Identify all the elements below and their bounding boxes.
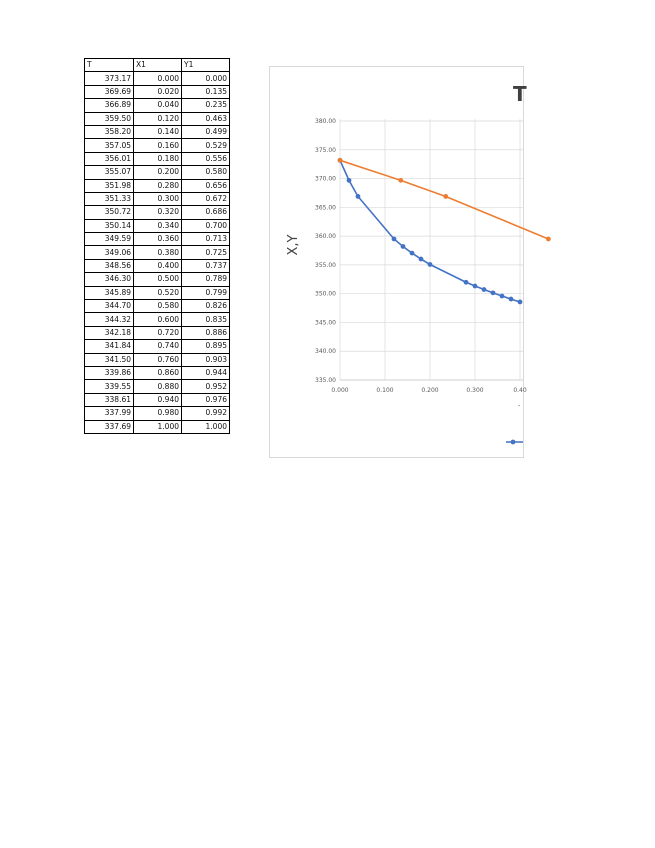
legend-marker — [511, 440, 516, 445]
table-cell: 0.686 — [182, 206, 230, 219]
x-tick-label: 0.40 — [513, 387, 527, 394]
data-point — [338, 158, 343, 163]
y-tick-label: 335.00 — [315, 377, 336, 384]
table-cell: 0.120 — [134, 112, 182, 125]
table-cell: 339.86 — [85, 366, 134, 379]
table-row — [85, 420, 230, 433]
data-point — [509, 297, 514, 302]
table-cell: 0.499 — [182, 125, 230, 138]
table-cell: 356.01 — [85, 152, 134, 165]
chart-title: T — [513, 82, 527, 106]
data-point — [392, 237, 397, 242]
table-cell: 358.20 — [85, 125, 134, 138]
data-point — [356, 194, 361, 199]
table-cell: 0.160 — [134, 139, 182, 152]
table-cell: 338.61 — [85, 393, 134, 406]
table-cell: 0.180 — [134, 152, 182, 165]
table-header-cell: T — [85, 59, 134, 72]
table-cell: 0.980 — [134, 407, 182, 420]
y-tick-label: 375.00 — [315, 146, 336, 154]
table-cell: 0.860 — [134, 366, 182, 379]
y-tick-label: 365.00 — [315, 204, 336, 212]
table-cell: 0.000 — [134, 72, 182, 85]
table-cell: 345.89 — [85, 286, 134, 299]
table-cell: 0.235 — [182, 99, 230, 112]
table-row — [85, 300, 230, 313]
table-row — [85, 340, 230, 353]
table-row — [85, 326, 230, 339]
x-axis-stub: - — [518, 403, 521, 410]
table-row — [85, 179, 230, 192]
table-header-cell: X1 — [134, 59, 182, 72]
table-cell: 0.713 — [182, 233, 230, 246]
table-cell: 359.50 — [85, 112, 134, 125]
table-cell: 0.280 — [134, 179, 182, 192]
table-cell: 350.72 — [85, 206, 134, 219]
table-cell: 0.529 — [182, 139, 230, 152]
table-cell: 0.940 — [134, 393, 182, 406]
data-point — [410, 251, 415, 256]
table-cell: 366.89 — [85, 99, 134, 112]
y-tick-label: 380.00 — [315, 118, 336, 125]
y-tick-label: 345.00 — [315, 319, 336, 327]
table-row — [85, 166, 230, 179]
table-cell: 373.17 — [85, 72, 134, 85]
table-row — [85, 380, 230, 393]
table-row — [85, 139, 230, 152]
y-axis-label: X,Y — [286, 234, 301, 256]
data-point — [398, 178, 403, 183]
table-row — [85, 393, 230, 406]
table-cell: 1.000 — [182, 420, 230, 433]
table-cell: 0.040 — [134, 99, 182, 112]
data-point — [518, 300, 523, 305]
table-row — [85, 85, 230, 98]
table-cell: 0.463 — [182, 112, 230, 125]
table-row — [85, 219, 230, 232]
data-point — [401, 244, 406, 249]
data-point — [482, 287, 487, 292]
table-cell: 0.952 — [182, 380, 230, 393]
table-row — [85, 246, 230, 259]
table-cell: 0.580 — [134, 300, 182, 313]
y-tick-label: 350.00 — [315, 290, 336, 298]
table-row — [85, 407, 230, 420]
table-cell: 0.000 — [182, 72, 230, 85]
x-tick-label: 0.100 — [376, 387, 394, 394]
table-cell: 337.99 — [85, 407, 134, 420]
table-cell: 0.380 — [134, 246, 182, 259]
table-cell: 0.992 — [182, 407, 230, 420]
x-tick-label: 0.200 — [421, 387, 439, 394]
table-cell: 0.400 — [134, 259, 182, 272]
data-point — [428, 262, 433, 267]
table-cell: 0.826 — [182, 300, 230, 313]
table-row — [85, 313, 230, 326]
table-cell: 0.200 — [134, 166, 182, 179]
table-cell: 0.976 — [182, 393, 230, 406]
table-cell: 0.580 — [182, 166, 230, 179]
table-row — [85, 125, 230, 138]
table-cell: 0.656 — [182, 179, 230, 192]
table-cell: 0.360 — [134, 233, 182, 246]
table-cell: 346.30 — [85, 273, 134, 286]
x-tick-label: 0.300 — [466, 387, 484, 394]
table-cell: 0.737 — [182, 259, 230, 272]
table-cell: 339.55 — [85, 380, 134, 393]
data-point — [473, 284, 478, 289]
data-point — [464, 280, 469, 285]
table-cell: 0.600 — [134, 313, 182, 326]
table-cell: 0.799 — [182, 286, 230, 299]
table-cell: 0.700 — [182, 219, 230, 232]
table-cell: 0.672 — [182, 192, 230, 205]
table-cell: 0.886 — [182, 326, 230, 339]
table-cell: 0.903 — [182, 353, 230, 366]
table-header-cell: Y1 — [182, 59, 230, 72]
table-cell: 0.556 — [182, 152, 230, 165]
table-cell: 344.70 — [85, 300, 134, 313]
table-cell: 348.56 — [85, 259, 134, 272]
data-point — [546, 237, 551, 242]
x-tick-label: 0.000 — [331, 387, 349, 394]
table-cell: 0.725 — [182, 246, 230, 259]
y-tick-label: 370.00 — [315, 175, 336, 183]
table-cell: 350.14 — [85, 219, 134, 232]
table-row — [85, 273, 230, 286]
data-point — [500, 294, 505, 299]
table-cell: 351.33 — [85, 192, 134, 205]
table-cell: 341.50 — [85, 353, 134, 366]
table-cell: 342.18 — [85, 326, 134, 339]
table-row — [85, 99, 230, 112]
table-row — [85, 72, 230, 85]
table-cell: 349.06 — [85, 246, 134, 259]
table-cell: 351.98 — [85, 179, 134, 192]
table-cell: 344.32 — [85, 313, 134, 326]
table-cell: 0.340 — [134, 219, 182, 232]
data-point — [491, 290, 496, 295]
y-tick-label: 355.00 — [315, 261, 336, 269]
data-point — [419, 257, 424, 262]
table-row — [85, 192, 230, 205]
table-header-row — [85, 59, 230, 72]
table-cell: 0.789 — [182, 273, 230, 286]
chart — [269, 66, 527, 458]
table-cell: 0.135 — [182, 85, 230, 98]
y-tick-label: 340.00 — [315, 348, 336, 356]
table-row — [85, 152, 230, 165]
table-cell: 0.520 — [134, 286, 182, 299]
table-cell: 0.300 — [134, 192, 182, 205]
y-tick-label: 360.00 — [315, 233, 336, 241]
table-cell: 0.500 — [134, 273, 182, 286]
table-cell: 349.59 — [85, 233, 134, 246]
table-row — [85, 366, 230, 379]
table-cell: 0.944 — [182, 366, 230, 379]
table-cell: 341.84 — [85, 340, 134, 353]
table-cell: 0.140 — [134, 125, 182, 138]
table-row — [85, 233, 230, 246]
table-cell: 0.740 — [134, 340, 182, 353]
chart-svg — [270, 67, 527, 457]
data-table — [84, 58, 230, 434]
table-cell: 0.720 — [134, 326, 182, 339]
table-row — [85, 286, 230, 299]
table-row — [85, 353, 230, 366]
table-row — [85, 112, 230, 125]
table-cell: 355.07 — [85, 166, 134, 179]
table-cell: 0.880 — [134, 380, 182, 393]
table-row — [85, 206, 230, 219]
data-point — [347, 178, 352, 183]
table-cell: 0.895 — [182, 340, 230, 353]
table-cell: 0.320 — [134, 206, 182, 219]
table-cell: 0.835 — [182, 313, 230, 326]
table-cell: 0.760 — [134, 353, 182, 366]
table-cell: 0.020 — [134, 85, 182, 98]
table-cell: 369.69 — [85, 85, 134, 98]
data-point — [443, 194, 448, 199]
series-line — [340, 160, 548, 239]
table-row — [85, 259, 230, 272]
table-cell: 357.05 — [85, 139, 134, 152]
table-cell: 1.000 — [134, 420, 182, 433]
table-cell: 337.69 — [85, 420, 134, 433]
